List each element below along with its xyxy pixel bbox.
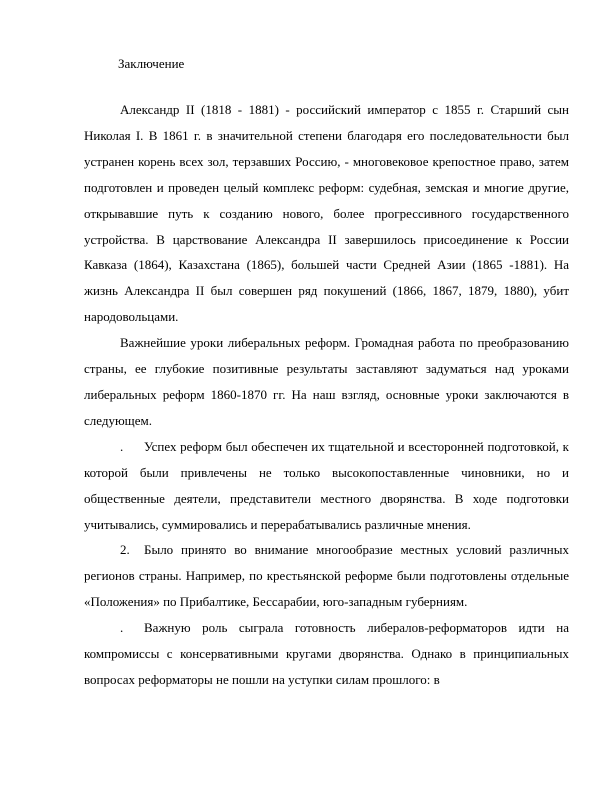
paragraph-intro [84, 97, 569, 330]
list-item-2 [84, 537, 569, 615]
paragraph-text: Александр II (1818 - 1881) - российский император с 1855 г. Старший сын Николая I. В 1861 г. в значительной степени благодаря его последовательности был устранен корень всех зол, терзавших Россию, - многовековое крепостное право, затем подготовлен и проведен целый комплекс реформ: судебная, земская и многие другие, открывавшие путь к созданию нового, более прогрессивного государственного устройства. В царствование Александра II завершилось присоединение к России Кавказа (1864), Казахстана (1865), большей части Средней Азии (1865 -1881). На жизнь Александра II был совершен ряд покушений (1866, 1867, 1879, 1880), убит народовольцами. [84, 102, 569, 325]
list-item-3 [84, 615, 569, 693]
list-marker: . [120, 438, 124, 454]
document-body [84, 97, 569, 693]
paragraph-lessons [84, 330, 569, 434]
list-marker: . [120, 620, 124, 636]
list-marker: 2. [120, 542, 130, 558]
list-item-text: Успех реформ был обеспечен их тщательной и всесторонней подготовкой, к которой были привлечены не только высокопоставленные чиновники, но и общественные деятели, представители местного дворянства. В ходе подготовки учитывались, суммировались и перерабатывались различные мнения. [84, 438, 569, 532]
page-title: Заключение [118, 56, 185, 71]
list-item-1 [84, 434, 569, 538]
list-item-text: Было принято во внимание многообразие местных условий различных регионов страны. Например, по крестьянской реформе были подготовлены отдельные «Положения» по Прибалтике, Бессарабии, юго-западным губерниям. [84, 542, 569, 610]
paragraph-text: Важнейшие уроки либеральных реформ. Громадная работа по преобразованию страны, ее глубокие позитивные результаты заставляют задуматься над уроками либеральных реформ 1860-1870 гг. На наш взгляд, основные уроки заключаются в следующем. [84, 335, 569, 428]
list-item-text: Важную роль сыграла готовность либералов-реформаторов идти на компромиссы с консервативными кругами дворянства. Однако в принципиальных вопросах реформаторы не пошли на уступки силам прошлого: в [84, 620, 569, 687]
